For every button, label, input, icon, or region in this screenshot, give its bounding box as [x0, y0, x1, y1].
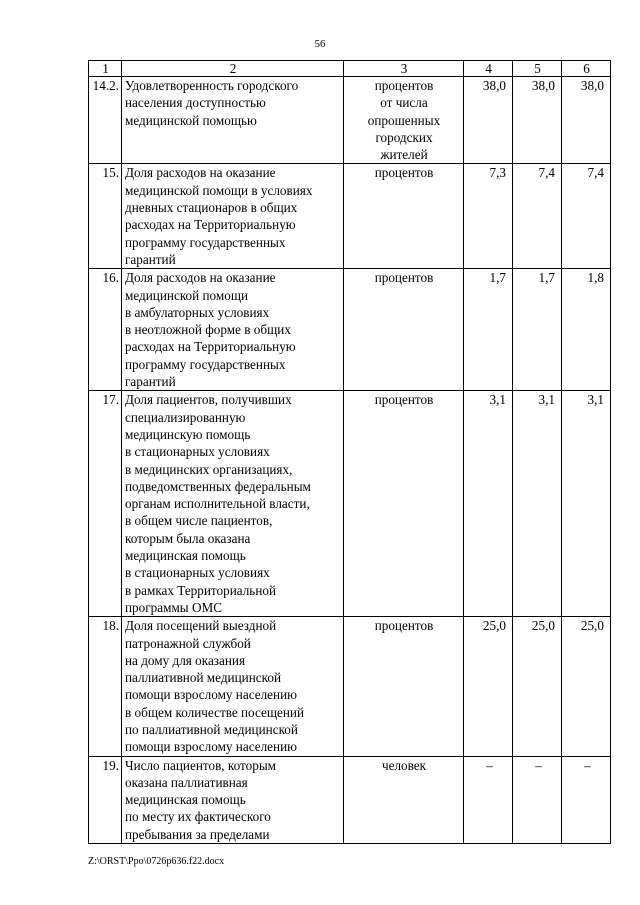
page-number: 56: [314, 38, 326, 50]
description-line: в амбулаторных условиях: [125, 304, 270, 320]
indicator-description: [122, 269, 344, 391]
description-line: оказана паллиативная: [125, 774, 248, 790]
indicator-description: [122, 617, 344, 756]
unit-line: человек: [381, 757, 427, 773]
header-cell: 4: [464, 61, 513, 77]
unit-line: процентов: [374, 392, 434, 408]
description-line: гарантий: [125, 251, 176, 267]
row-number: 15.: [89, 164, 122, 269]
description-line: медицинская помощь: [125, 792, 246, 808]
value-cell: 7,3: [464, 164, 513, 269]
description-line: расходах на Территориальную: [125, 339, 296, 355]
unit-of-measure: [344, 391, 464, 617]
table-row: [89, 756, 611, 843]
table-row: [89, 77, 611, 164]
header-cell: 5: [513, 61, 562, 77]
value-cell: –: [562, 756, 611, 843]
description-line: в рамках Территориальной: [125, 582, 277, 598]
description-line: медицинской помощью: [125, 112, 257, 128]
description-line: патронажной службой: [125, 635, 251, 651]
value-cell: 25,0: [562, 617, 611, 756]
description-line: Доля расходов на оказание: [125, 165, 276, 181]
unit-of-measure: [344, 617, 464, 756]
table-row: [89, 617, 611, 756]
description-line: расходах на Территориальную: [125, 217, 296, 233]
header-cell: 6: [562, 61, 611, 77]
value-cell: 7,4: [513, 164, 562, 269]
row-number: 17.: [89, 391, 122, 617]
indicator-description: [122, 756, 344, 843]
indicator-description: [122, 164, 344, 269]
description-line: по паллиативной медицинской: [125, 721, 298, 737]
table-row: [89, 164, 611, 269]
description-line: по месту их фактического: [125, 809, 271, 825]
description-line: медицинскую помощь: [125, 426, 251, 442]
description-line: Доля посещений выездной: [125, 618, 277, 634]
description-line: специализированную: [125, 409, 246, 425]
description-line: в медицинских организациях,: [125, 461, 293, 477]
description-line: в общем числе пациентов,: [125, 513, 273, 529]
table-row: [89, 269, 611, 391]
value-cell: 3,1: [513, 391, 562, 617]
description-line: Доля расходов на оказание: [125, 270, 276, 286]
row-number: 19.: [89, 756, 122, 843]
description-line: помощи взрослому населению: [125, 739, 297, 755]
value-cell: 1,8: [562, 269, 611, 391]
unit-line: городских: [375, 129, 433, 145]
unit-line: жителей: [380, 147, 428, 163]
unit-of-measure: [344, 756, 464, 843]
table-header-row: [89, 61, 611, 77]
header-cell: 2: [122, 61, 344, 77]
description-line: в общем количестве посещений: [125, 704, 305, 720]
unit-line: от числа: [380, 95, 428, 111]
description-line: Число пациентов, которым: [125, 757, 277, 773]
description-line: пребывания за пределами: [125, 826, 270, 842]
unit-line: процентов: [374, 165, 434, 181]
indicators-table: [88, 60, 611, 844]
description-line: помощи взрослому населению: [125, 687, 297, 703]
description-line: подведомственных федеральным: [125, 478, 311, 494]
unit-line: процентов: [374, 618, 434, 634]
value-cell: 25,0: [464, 617, 513, 756]
unit-line: опрошенных: [367, 112, 441, 128]
unit-line: процентов: [374, 270, 434, 286]
description-line: медицинской помощи в условиях: [125, 182, 313, 198]
value-cell: –: [513, 756, 562, 843]
unit-line: процентов: [374, 78, 434, 93]
value-cell: 38,0: [513, 77, 562, 164]
value-cell: 38,0: [562, 77, 611, 164]
value-cell: 1,7: [513, 269, 562, 391]
description-line: Доля пациентов, получивших: [125, 392, 292, 408]
description-line: программы ОМС: [125, 599, 222, 615]
description-line: в стационарных условиях: [125, 444, 270, 460]
row-number: 14.2.: [89, 77, 122, 164]
description-line: дневных стационаров в общих: [125, 200, 298, 216]
row-number: 16.: [89, 269, 122, 391]
description-line: населения доступностью: [125, 95, 266, 111]
description-line: гарантий: [125, 374, 176, 390]
unit-of-measure: [344, 269, 464, 391]
value-cell: 3,1: [464, 391, 513, 617]
description-line: на дому для оказания: [125, 652, 246, 668]
table-row: [89, 391, 611, 617]
header-cell: 1: [89, 61, 122, 77]
description-line: которым была оказана: [125, 530, 251, 546]
file-path: Z:\ORST\Ppo\0726p636.f22.docx: [88, 856, 225, 867]
description-line: в стационарных условиях: [125, 565, 270, 581]
indicator-description: [122, 77, 344, 164]
unit-of-measure: [344, 77, 464, 164]
value-cell: 38,0: [464, 77, 513, 164]
header-cell: 3: [344, 61, 464, 77]
description-line: в неотложной форме в общих: [125, 322, 291, 338]
description-line: программу государственных: [125, 234, 286, 250]
unit-of-measure: [344, 164, 464, 269]
value-cell: 3,1: [562, 391, 611, 617]
description-line: паллиативной медицинской: [125, 670, 282, 686]
description-line: медицинская помощь: [125, 548, 246, 564]
description-line: органам исполнительной власти,: [125, 496, 310, 512]
indicator-description: [122, 391, 344, 617]
row-number: 18.: [89, 617, 122, 756]
value-cell: 7,4: [562, 164, 611, 269]
description-line: медицинской помощи: [125, 287, 249, 303]
value-cell: –: [464, 756, 513, 843]
description-line: программу государственных: [125, 356, 286, 372]
description-line: Удовлетворенность городского: [125, 78, 299, 93]
value-cell: 1,7: [464, 269, 513, 391]
value-cell: 25,0: [513, 617, 562, 756]
